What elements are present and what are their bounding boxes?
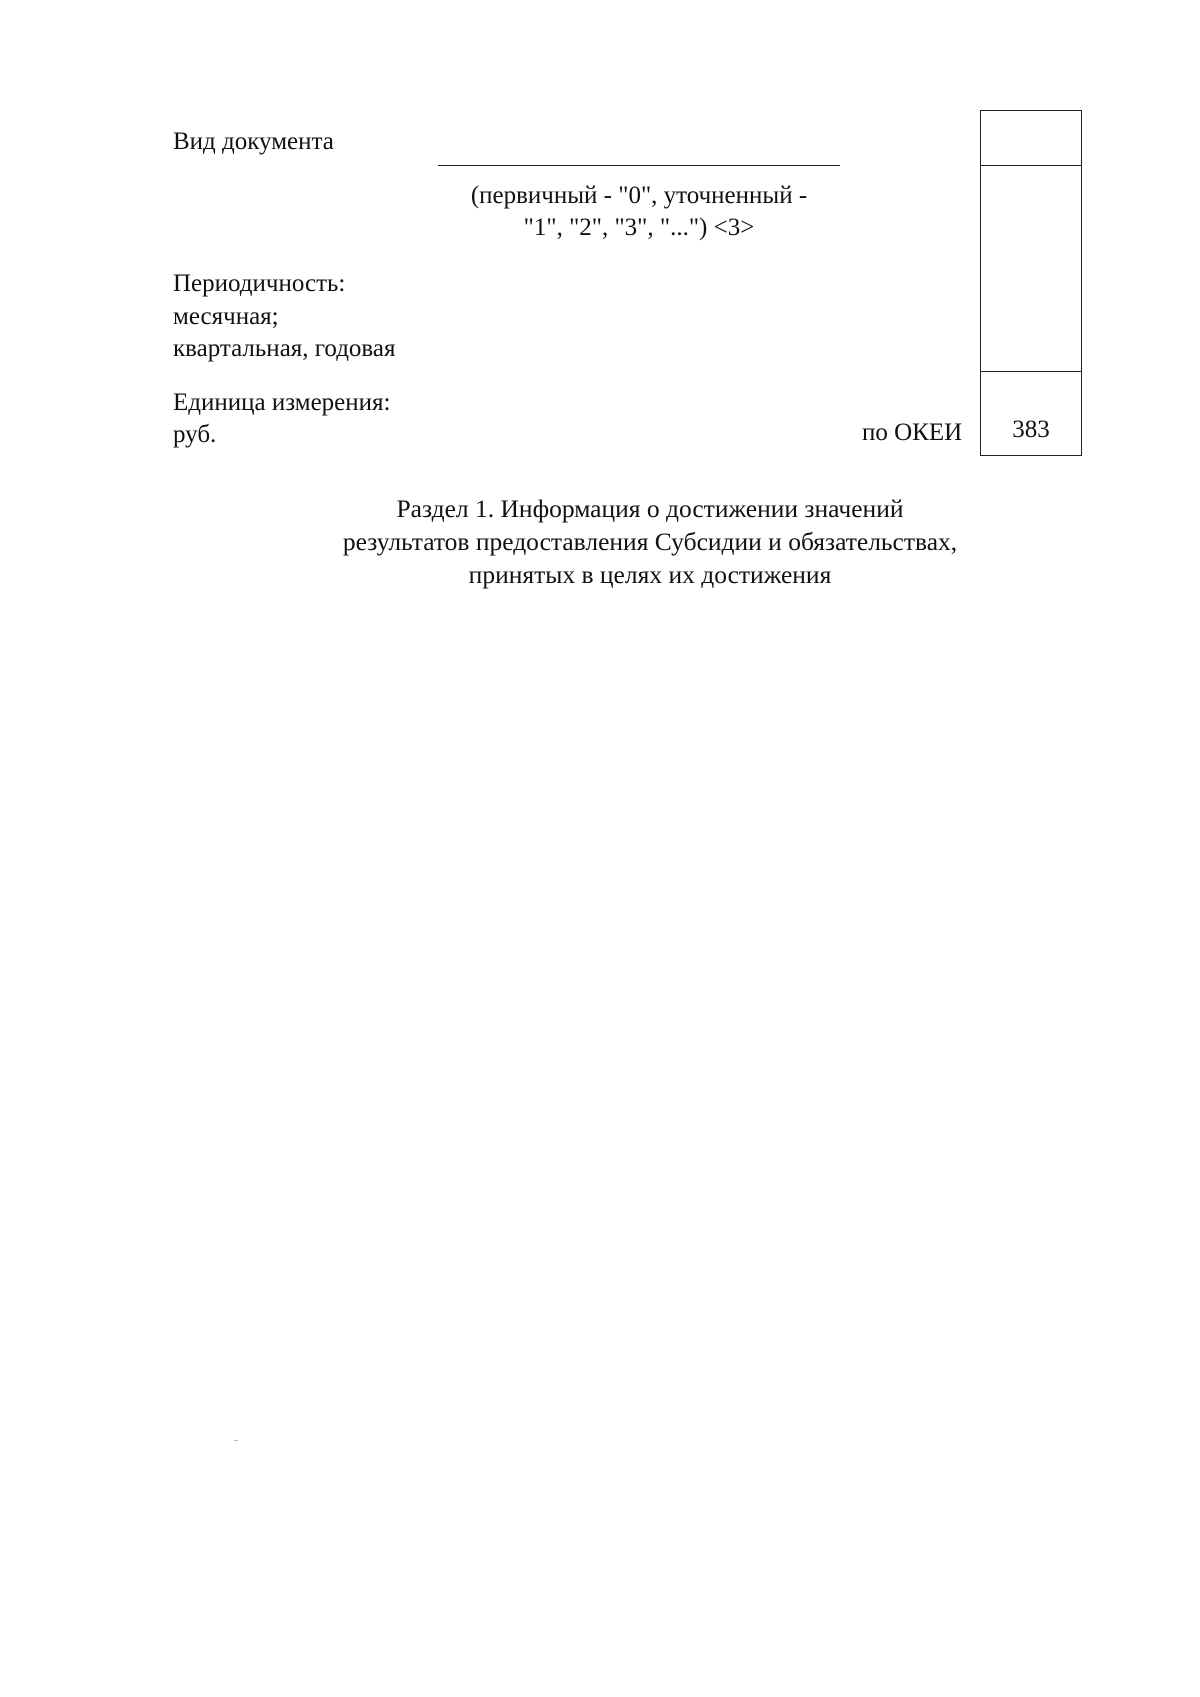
unit-value: руб. <box>173 421 217 448</box>
doc-type-hint-line2: "1", "2", "3", "...") <3> <box>523 214 755 241</box>
periodicity-option-monthly: месячная; <box>173 303 279 330</box>
okei-label: по ОКЕИ <box>862 419 963 446</box>
codes-box-divider-1 <box>981 165 1081 166</box>
section-title-line1: Раздел 1. Информация о достижении значений <box>396 494 904 523</box>
unit-label: Единица измерения: <box>173 389 391 416</box>
section-title-line2: результатов предоставления Субсидии и обязательствах, <box>342 527 958 556</box>
doc-type-hint <box>438 180 840 244</box>
doc-type-hint-line1: (первичный - "0", уточненный - <box>470 182 808 209</box>
codes-box-divider-2 <box>981 371 1081 372</box>
doc-type-label: Вид документа <box>173 128 334 155</box>
doc-type-fill-line <box>438 165 840 166</box>
section-title-line3: принятых в целях их достижения <box>468 560 832 589</box>
scan-speck <box>234 1440 238 1441</box>
section-title <box>200 492 1100 591</box>
codes-box <box>980 110 1082 456</box>
okei-code-cell: 383 <box>1012 416 1050 443</box>
periodicity-label: Периодичность: <box>173 270 346 297</box>
periodicity-option-quarterly-annual: квартальная, годовая <box>173 335 396 362</box>
